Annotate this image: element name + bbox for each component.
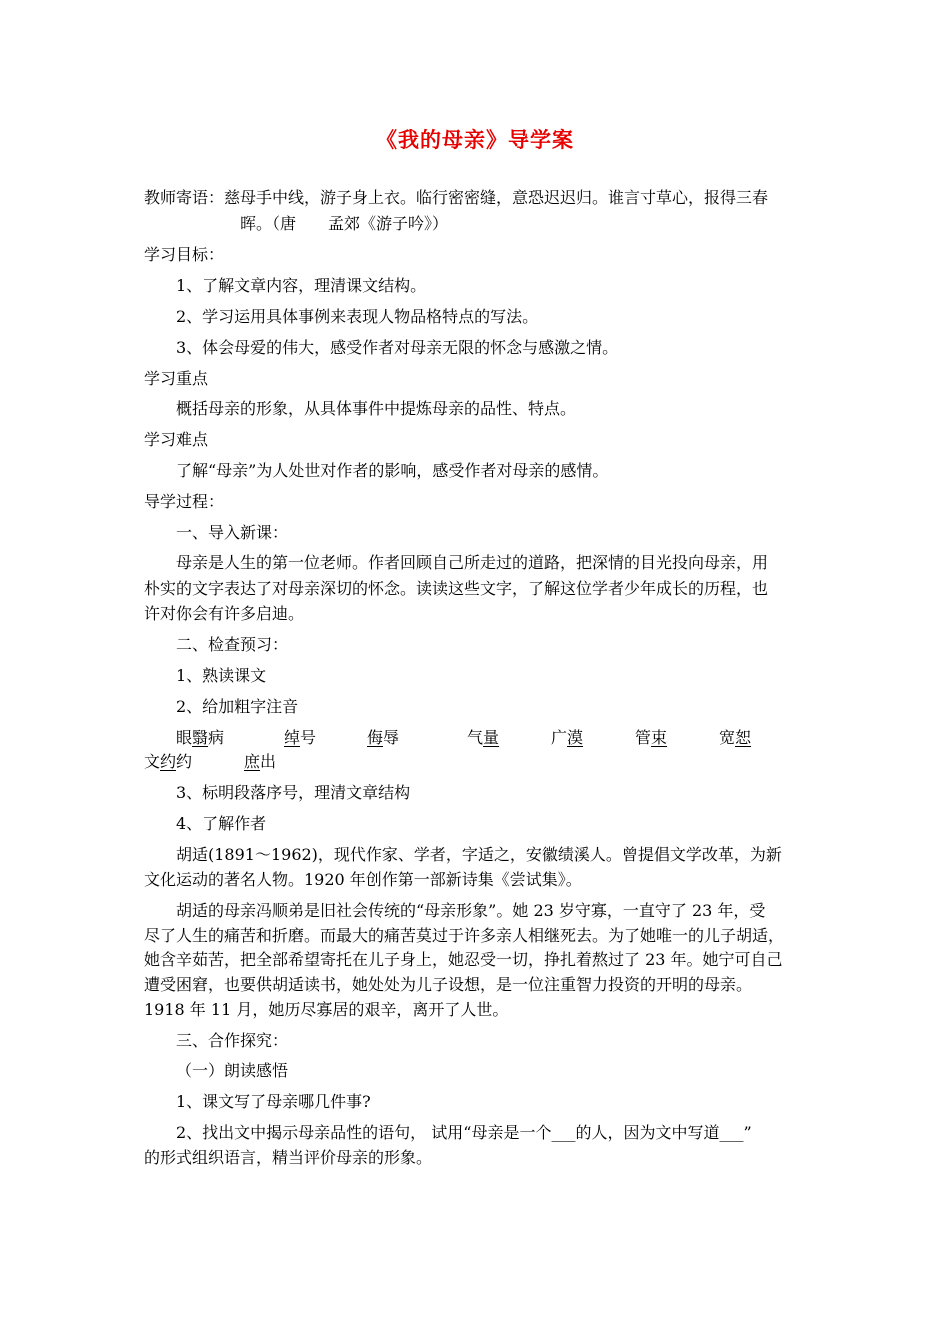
key-points-text: 概括母亲的形象，从具体事件中提炼母亲的品性、特点。 [176,399,577,418]
intro-line-1: 母亲是人生的第一位老师。作者回顾自己所走过的道路，把深情的目光投向母亲，用 [176,553,769,572]
author-p2-line-4: 遭受困窘，也要供胡适读书，她处处为儿子设想，是一位注重智力投资的开明的母亲。 [144,975,753,994]
pinyin-word: 绰号 [284,728,317,747]
preview-item-4: 4、了解作者 [176,814,267,833]
pinyin-word: 侮辱 [367,728,400,747]
part1-heading: 一、导入新课： [176,523,289,542]
question-1: 1、课文写了母亲哪几件事? [176,1092,371,1111]
process-heading: 导学过程： [144,492,225,511]
question-2-line-1: 2、找出文中揭示母亲品性的语句， 试用“母亲是一个___的人，因为文中写道___” [176,1123,752,1142]
author-p2-line-5: 1918 年 11 月，她历尽寡居的艰辛，离开了人世。 [144,1000,509,1019]
pinyin-word: 气量 [467,728,500,747]
teacher-note-line-1: 教师寄语：慈母手中线，游子身上衣。临行密密缝，意恐迟迟归。谁言寸草心，报得三春 [144,188,769,207]
difficulties-text: 了解“母亲”为人处世对作者的影响，感受作者对母亲的感情。 [176,461,609,480]
pinyin-word: 眼翳病 [176,728,225,747]
key-points-heading: 学习重点 [144,369,209,388]
pinyin-word: 宽恕 [719,728,752,747]
question-2-line-2: 的形式组织语言，精当评价母亲的形象。 [144,1148,433,1167]
preview-item-3: 3、标明段落序号，理清文章结构 [176,783,411,802]
intro-line-3: 许对你会有许多启迪。 [144,604,305,623]
objective-item-2: 2、学习运用具体事例来表现人物品格特点的写法。 [176,307,539,326]
page-title: 《我的母亲》导学案 [376,128,574,152]
author-p2-line-1: 胡适的母亲冯顺弟是旧社会传统的“母亲形象”。她 23 岁守寡，一直守了 23 年，受 [176,901,766,920]
author-p2-line-3: 她含辛茹苦，把全部希望寄托在儿子身上，她忍受一切，挣扎着熬过了 23 年。她宁可自己 [144,950,783,969]
author-p1-line-1: 胡适(1891～1962)，现代作家、学者，字适之，安徽绩溪人。曾提倡文学改革，为新 [176,845,782,864]
part3-sub-1: （一）朗读感悟 [176,1061,289,1080]
objective-item-3: 3、体会母爱的伟大，感受作者对母亲无限的怀念与感激之情。 [176,338,619,357]
pinyin-word: 广漠 [551,728,584,747]
difficulties-heading: 学习难点 [144,430,209,449]
author-p1-line-2: 文化运动的著名人物。1920 年创作第一部新诗集《尝试集》。 [144,870,582,889]
part2-heading: 二、检查预习： [176,635,289,654]
pinyin-word: 庶出 [244,752,277,771]
preview-item-2: 2、给加粗字注音 [176,697,299,716]
pinyin-word: 管束 [635,728,668,747]
objectives-heading: 学习目标： [144,245,225,264]
author-p2-line-2: 尽了人生的痛苦和折磨。而最大的痛苦莫过于许多亲人相继死去。为了她唯一的儿子胡适， [144,926,785,945]
pinyin-word: 文约约 [144,752,193,771]
objective-item-1: 1、了解文章内容，理清课文结构。 [176,276,427,295]
part3-heading: 三、合作探究： [176,1031,289,1050]
preview-item-1: 1、熟读课文 [176,666,267,685]
intro-line-2: 朴实的文字表达了对母亲深切的怀念。读读这些文字，了解这位学者少年成长的历程，也 [144,579,769,598]
teacher-note-line-2: 晖。（唐 孟郊《游子吟》） [240,214,449,233]
